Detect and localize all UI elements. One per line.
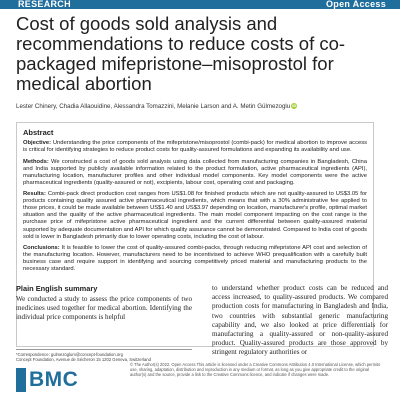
- logo-mark-icon: [16, 368, 26, 392]
- abstract-results: [23, 191, 367, 240]
- correspondence-note: [16, 349, 192, 362]
- methods-label: Methods:: [23, 158, 49, 165]
- journal-header-bar: [0, 0, 400, 9]
- orcid-icon[interactable]: iD: [292, 103, 297, 109]
- objective-label: Objective:: [23, 140, 52, 146]
- author-list: [16, 103, 388, 110]
- plain-summary-right: [212, 284, 388, 358]
- article-title: Cost of goods sold analysis and recommendations to reduce costs of co-packaged mifepristone–misoprostol for medical abortion: [16, 13, 346, 94]
- plain-summary-left: [16, 284, 192, 323]
- abstract-conclusions: [23, 245, 367, 273]
- open-access-label: Open Access: [326, 0, 386, 9]
- plain-summary-text-left: We conducted a study to assess the price components of two medicines used together for medical abortion. Identifying the individual price components is helpful: [16, 295, 192, 322]
- correspondence-address: Concept Foundation, Avenue de Sécheron 15 1202 Geneva, Switzerland: [16, 357, 151, 363]
- author-names: Lester Chinery, Chadia Allaouidine, Alessandra Tomazzini, Melanie Larson and A. Metin Gülmezoglu: [16, 103, 291, 110]
- abstract-heading: Abstract: [23, 128, 54, 137]
- results-text: Combi-pack direct production cost ranges from US$1.08 for finished products which are not quality-assured to US$3.05 for products containing quality assured active pharmaceutical ingredients, which means that with a 30% administrative fee applied to those prices, it could be made available between US$1.40 and US$3.97 depending on location, manufacturer's profile, optimal market situation and the quality of the active pharmaceutical ingredients. The main model component impacting on the cost range is the purchase price of mifepristone active pharmaceutical ingredient and the current differential between quality-assured material supported by adequate documentation and API for which quality assurance cannot be demonstrated. Compared to India cost of goods sold is lower in Bangladesh primarily due to lower operating costs, including the cost of labour.: [23, 191, 367, 240]
- plain-summary-text-right: to understand whether product costs can be reduced and access increased, to quality-assured products. We compared production costs for manufacturing in Bangladesh and India, two countries with substantial generic manufacturing capability and, we also looked at price differentials for manufacturing a quality-assured or non-quality-assured product. Quality-assured products are those approved by stringent regulatory authorities or: [212, 284, 388, 357]
- conclusions-text: It is feasible to lower the cost of quality-assured combi-packs, through reducing mifepristone API cost and selection of the manufacturing location. However, manufacturers need to be incentivised to achieve WHO prequalification with a carefully built business case and require support in identifying and sourcing competitively priced material and manufacturing products to the necessary standard.: [23, 245, 367, 273]
- plain-summary-heading: Plain English summary: [16, 284, 98, 293]
- logo-text: BMC: [29, 368, 79, 391]
- objective-text: Understanding the price components of the mifepristone/misoprostol (combi-pack) for medical abortion to improve access is critical for identifying strategies to reduce product costs for quality-assured formulations and expanding its availability and use.: [23, 140, 367, 154]
- abstract-methods: [23, 159, 367, 187]
- section-label: RESEARCH: [18, 0, 71, 9]
- publisher-logo: [16, 368, 78, 392]
- license-text: © The Author(s) 2022. Open Access This article is licensed under a Creative Commons Attribution 4.0 International License, which permits use, sharing, adaptation, distribution and reproduction in any medium or format, as long as you give appropriate credit to the original author(s) and the source, provide a link to the Creative Commons licence, and indicate if changes were made.: [130, 362, 381, 378]
- conclusions-label: Conclusions:: [23, 245, 60, 252]
- results-label: Results:: [23, 191, 46, 198]
- abstract-objective: [23, 140, 367, 154]
- methods-text: We constructed a cost of goods sold analysis using data collected from manufacturing companies in Bangladesh, China and India supported by publicly available information related to the product formulation, active pharmaceutical ingredients (API), manufacturing location, manufacturer profiles and other individual model components. Key model components were the active pharmaceutical ingredients (quality-assured or not), excipients, labour cost, operating cost and packaging.: [23, 158, 367, 186]
- correspondence-email[interactable]: *Correspondence: gulmezoglum@concept-foundation.org: [16, 352, 123, 357]
